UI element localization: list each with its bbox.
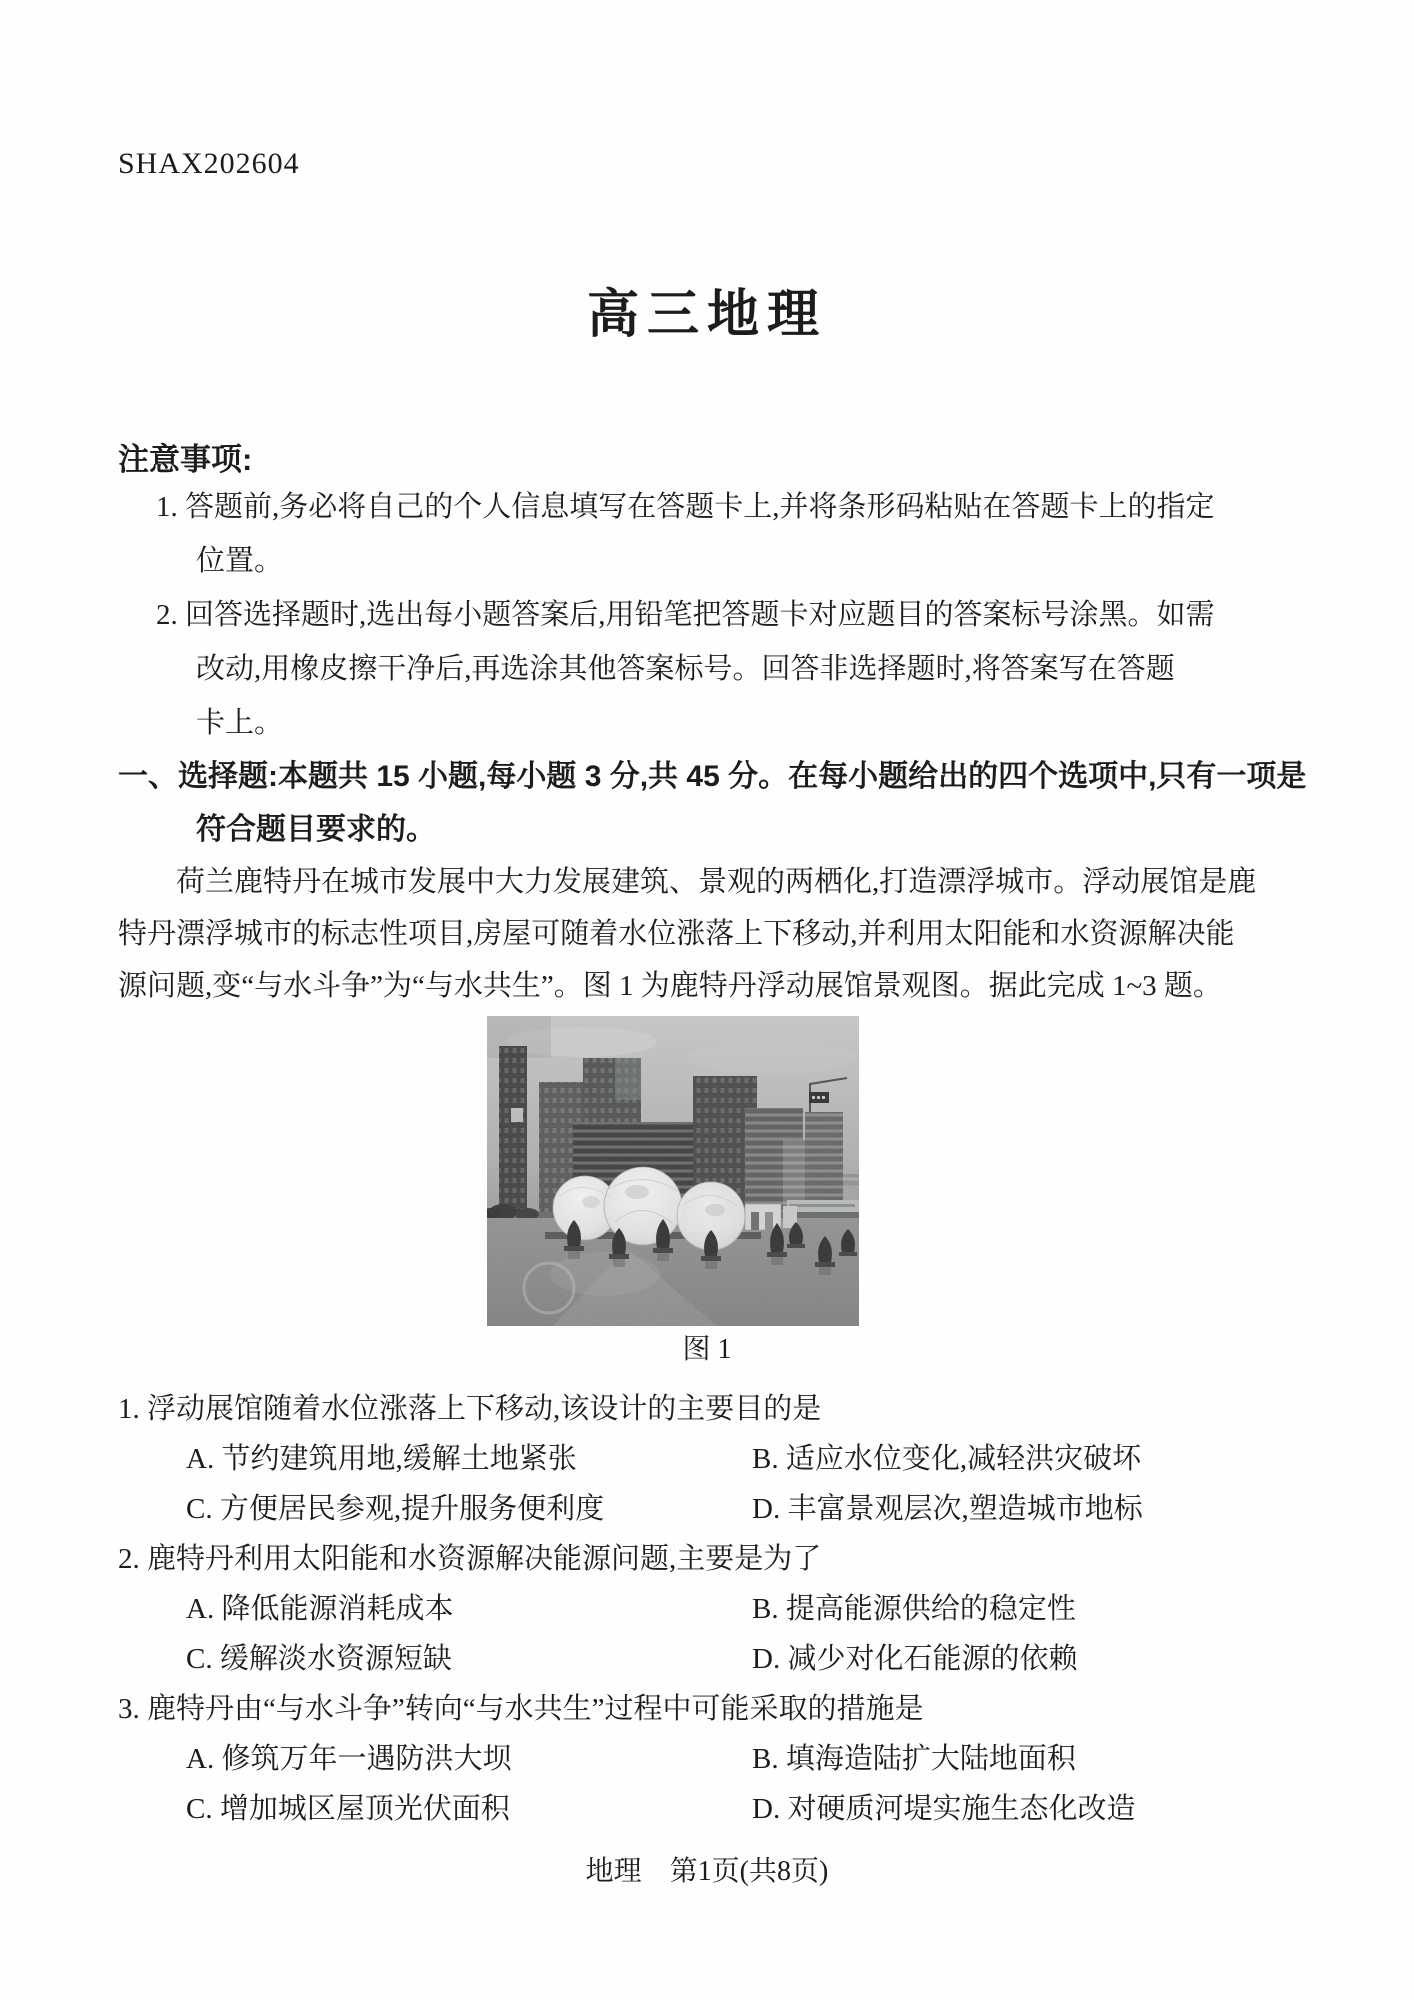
passage-line-1: 荷兰鹿特丹在城市发展中大力发展建筑、景观的两栖化,打造漂浮城市。浮动展馆是鹿 xyxy=(176,866,1257,898)
passage-line-3: 源问题,变“与水斗争”为“与水共生”。图 1 为鹿特丹浮动展馆景观图。据此完成 1~3 题。 xyxy=(118,970,1222,1002)
question-3-option-a: A. 修筑万年一遇防洪大坝 xyxy=(186,1743,512,1775)
section-heading xyxy=(118,750,1307,856)
question-2-stem: 2. 鹿特丹利用太阳能和水资源解决能源问题,主要是为了 xyxy=(118,1543,822,1575)
notice-item-2-line-2: 改动,用橡皮擦干净后,再选涂其他答案标号。回答非选择题时,将答案写在答题 xyxy=(196,653,1175,685)
question-2-option-b: B. 提高能源供给的稳定性 xyxy=(752,1593,1076,1625)
notice-heading: 注意事项: xyxy=(118,442,253,477)
section-heading-line-2: 符合题目要求的。 xyxy=(196,813,436,846)
notice-item-2-line-3: 卡上。 xyxy=(196,707,284,739)
question-1-option-d: D. 丰富景观层次,塑造城市地标 xyxy=(752,1493,1143,1525)
section-heading-line-1: 一、选择题:本题共 15 小题,每小题 3 分,共 45 分。在每小题给出的四个选项中,只有一项是 xyxy=(118,760,1307,793)
figure-caption: 图 1 xyxy=(682,1334,732,1365)
notice-item-1-line-2: 位置。 xyxy=(196,545,284,577)
question-3-stem: 3. 鹿特丹由“与水斗争”转向“与水共生”过程中可能采取的措施是 xyxy=(118,1693,924,1725)
question-1-stem: 1. 浮动展馆随着水位涨落上下移动,该设计的主要目的是 xyxy=(118,1393,822,1425)
question-1-option-b: B. 适应水位变化,减轻洪灾破坏 xyxy=(752,1443,1142,1475)
passage-line-2: 特丹漂浮城市的标志性项目,房屋可随着水位涨落上下移动,并利用太阳能和水资源解决能 xyxy=(118,918,1235,950)
question-3-option-b: B. 填海造陆扩大陆地面积 xyxy=(752,1743,1076,1775)
question-2-option-c: C. 缓解淡水资源短缺 xyxy=(186,1643,452,1675)
question-2 xyxy=(118,1534,1296,1684)
notice-section xyxy=(118,440,1296,750)
figure-1 xyxy=(118,1016,1296,1368)
question-3-option-c: C. 增加城区屋顶光伏面积 xyxy=(186,1793,510,1825)
page-footer: 地理 第1页(共8页) xyxy=(585,1856,829,1887)
question-3-option-d: D. 对硬质河堤实施生态化改造 xyxy=(752,1793,1136,1825)
pavilion-photo xyxy=(487,1016,859,1326)
notice-item-1-line-1: 1. 答题前,务必将自己的个人信息填写在答题卡上,并将条形码粘贴在答题卡上的指定 xyxy=(156,491,1215,523)
question-1-option-c: C. 方便居民参观,提升服务便利度 xyxy=(186,1493,605,1525)
question-1 xyxy=(118,1384,1296,1534)
question-2-option-d: D. 减少对化石能源的依赖 xyxy=(752,1643,1078,1675)
question-1-option-a: A. 节约建筑用地,缓解土地紧张 xyxy=(186,1443,577,1475)
question-2-option-a: A. 降低能源消耗成本 xyxy=(186,1593,454,1625)
exam-title: 高三地理 xyxy=(586,286,827,344)
notice-item-2-line-1: 2. 回答选择题时,选出每小题答案后,用铅笔把答题卡对应题目的答案标号涂黑。如需 xyxy=(156,599,1215,631)
question-3 xyxy=(118,1684,1296,1834)
passage xyxy=(118,856,1296,1012)
question-list xyxy=(118,1384,1296,1834)
paper-code: SHAX202604 xyxy=(118,147,300,180)
